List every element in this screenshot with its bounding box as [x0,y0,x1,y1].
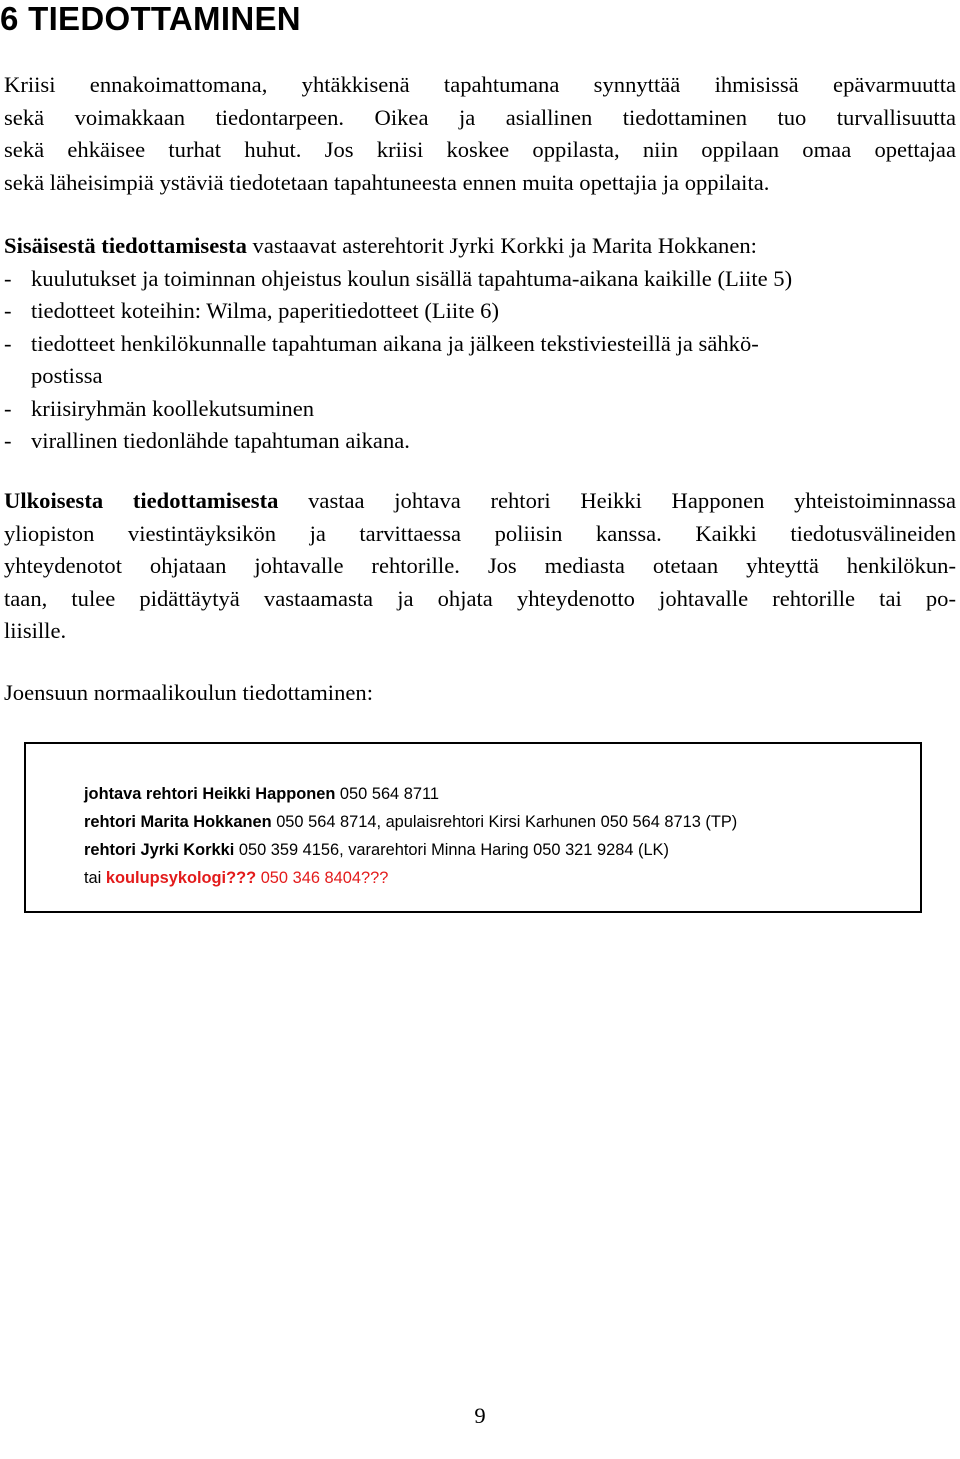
list-dash: - [4,298,12,323]
contact-name: rehtori Marita Hokkanen [84,813,272,831]
external-line: yhteydenotot ohjataan johtavalle rehtorille. Jos mediasta otetaan yhteyttä henkilökun- [4,553,956,578]
list-item-text: tiedotteet henkilökunnalle tapahtuman aikana ja jälkeen tekstiviesteillä ja sähkö- [31,330,759,356]
list-dash: - [4,265,12,291]
internal-term: Sisäisestä tiedottamisesta [4,233,247,258]
external-line-text: vastaa johtava rehtori Heikki Happonen yhteistoiminnassa [278,488,957,513]
list-item-text: kuulutukset ja toiminnan ohjeistus koulun sisällä tapahtuma-aikana kaikille (Liite 5) [31,265,793,291]
list-item-continuation [4,360,956,393]
contact-line [84,864,737,892]
list-item [4,393,956,426]
contact-line [84,780,737,808]
internal-intro-line [4,230,956,263]
internal-intro-text: vastaavat asterehtorit Jyrki Korkki ja Marita Hokkanen: [246,233,757,258]
contact-phone-highlight: 050 346 8404 [256,869,361,887]
list-item [4,295,956,328]
contact-details: 050 359 4156, vararehtori Minna Haring 050 321 9284 (LK) [234,841,669,859]
external-line [4,485,956,518]
intro-line: Kriisi ennakoimattomana, yhtäkkisenä tapahtumana synnyttää ihmisissä epävarmuutta [4,72,956,97]
external-term: Ulkoisesta tiedottamisesta [4,488,279,513]
contact-line [84,836,737,864]
contact-name: rehtori Jyrki Korkki [84,841,235,859]
contact-box [24,742,922,913]
list-dash: - [4,330,12,356]
list-item [4,328,956,361]
contact-role-highlight: koulupsykologi [105,869,227,887]
question-marks: ??? [226,869,257,887]
contact-line [84,808,737,836]
intro-line: sekä voimakkaan tiedontarpeen. Oikea ja asiallinen tiedottaminen tuo turvallisuutta [4,104,956,130]
contact-details: 050 564 8714, apulaisrehtori Kirsi Karhunen 050 564 8713 (TP) [271,813,738,831]
list-item-text: virallinen tiedonlähde tapahtuman aikana. [31,428,410,453]
intro-paragraph [4,69,956,199]
list-dash: - [4,428,12,453]
list-item [4,263,956,296]
section-heading: 6 TIEDOTTAMINEN [0,0,301,37]
contact-name: johtava rehtori Heikki Happonen [84,785,336,803]
contact-prefix: tai [84,869,106,887]
external-line: liisille. [4,618,67,643]
school-communication-heading: Joensuun normaalikoulun tiedottaminen: [4,680,373,705]
list-item-text: tiedotteet koteihin: Wilma, paperitiedotteet (Liite 6) [31,298,499,323]
external-communication-paragraph [4,485,956,648]
contact-phone: 050 564 8711 [335,785,439,803]
external-line: taan, tulee pidättäytyä vastaamasta ja ohjata yhteydenotto johtavalle rehtorille tai po- [4,585,956,611]
internal-communication-section [4,230,956,458]
intro-line: sekä läheisimpiä ystäviä tiedotetaan tapahtuneesta ennen muita opettajia ja oppilaita. [4,169,770,195]
list-item-text: kriisiryhmän koollekutsuminen [31,395,315,421]
page-number: 9 [474,1403,486,1428]
list-item-text: postissa [31,363,103,388]
list-item [4,425,956,458]
list-dash: - [4,395,12,421]
external-line: yliopiston viestintäyksikön ja tarvittaessa poliisin kanssa. Kaikki tiedotusvälineiden [4,520,956,546]
question-marks: ??? [360,869,389,887]
intro-line: sekä ehkäisee turhat huhut. Jos kriisi koskee oppilasta, niin oppilaan omaa opettajaa [4,137,956,162]
contact-list [84,780,737,892]
